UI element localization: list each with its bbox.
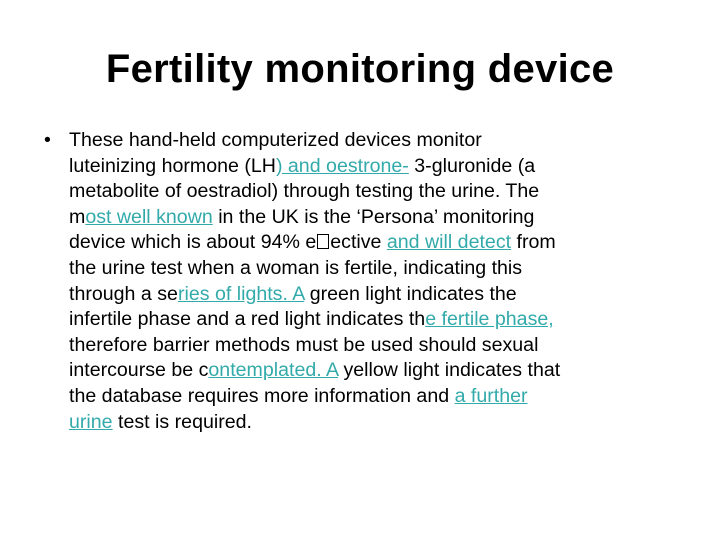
- text-line-5: [69, 230, 704, 256]
- text-line-2: [69, 154, 704, 180]
- text-run: m: [69, 205, 86, 228]
- highlighted-text: ost well known: [85, 205, 213, 228]
- text-line-4: [69, 205, 704, 231]
- text-run: test is required.: [112, 410, 252, 433]
- text-run: therefore barrier methods must be used should sexual: [69, 333, 539, 356]
- text-run: through a se: [69, 282, 178, 305]
- highlighted-text: ontemplated. A: [208, 359, 339, 382]
- highlighted-text: a further: [454, 384, 528, 407]
- text-run: the database requires more information and: [69, 384, 455, 407]
- text-run: ective: [330, 231, 387, 254]
- text-line-10: [69, 358, 704, 384]
- text-line-3: [69, 179, 704, 205]
- bullet-item: [44, 128, 704, 435]
- text-line-9: [69, 333, 704, 359]
- text-line-11: [69, 384, 704, 410]
- slide-title: Fertility monitoring device: [105, 46, 615, 91]
- text-run: yellow light indicates that: [338, 359, 561, 382]
- text-run: luteinizing hormone (LH: [69, 154, 276, 177]
- text-line-7: [69, 282, 704, 308]
- highlighted-text: ries of lights. A: [177, 282, 305, 305]
- highlighted-text: e fertile phase,: [425, 308, 554, 331]
- text-run: infertile phase and a red light indicates th: [69, 308, 426, 331]
- bullet-dot-icon: •: [44, 129, 51, 151]
- text-line-12: [69, 410, 704, 436]
- missing-glyph-icon: [317, 234, 329, 249]
- text-run: green light indicates the: [304, 282, 517, 305]
- text-run: intercourse be c: [69, 359, 209, 382]
- text-run: device which is about 94% e: [69, 231, 317, 254]
- text-line-1: [69, 128, 704, 154]
- text-run: metabolite of oestradiol) through testing the urine. The: [69, 180, 540, 203]
- text-line-6: [69, 256, 704, 282]
- text-line-8: [69, 307, 704, 333]
- text-run: the urine test when a woman is fertile, indicating this: [69, 256, 523, 279]
- bullet-list: [44, 128, 704, 435]
- text-run: from: [511, 231, 556, 254]
- highlighted-text: ) and oestrone-: [275, 154, 409, 177]
- highlighted-text: and will detect: [386, 231, 512, 254]
- highlighted-text: urine: [69, 410, 113, 433]
- text-run: These hand-held computerized devices monitor: [69, 129, 482, 151]
- text-run: 3-gluronide (a: [408, 154, 536, 177]
- text-run: in the UK is the ‘Persona’ monitoring: [212, 205, 535, 228]
